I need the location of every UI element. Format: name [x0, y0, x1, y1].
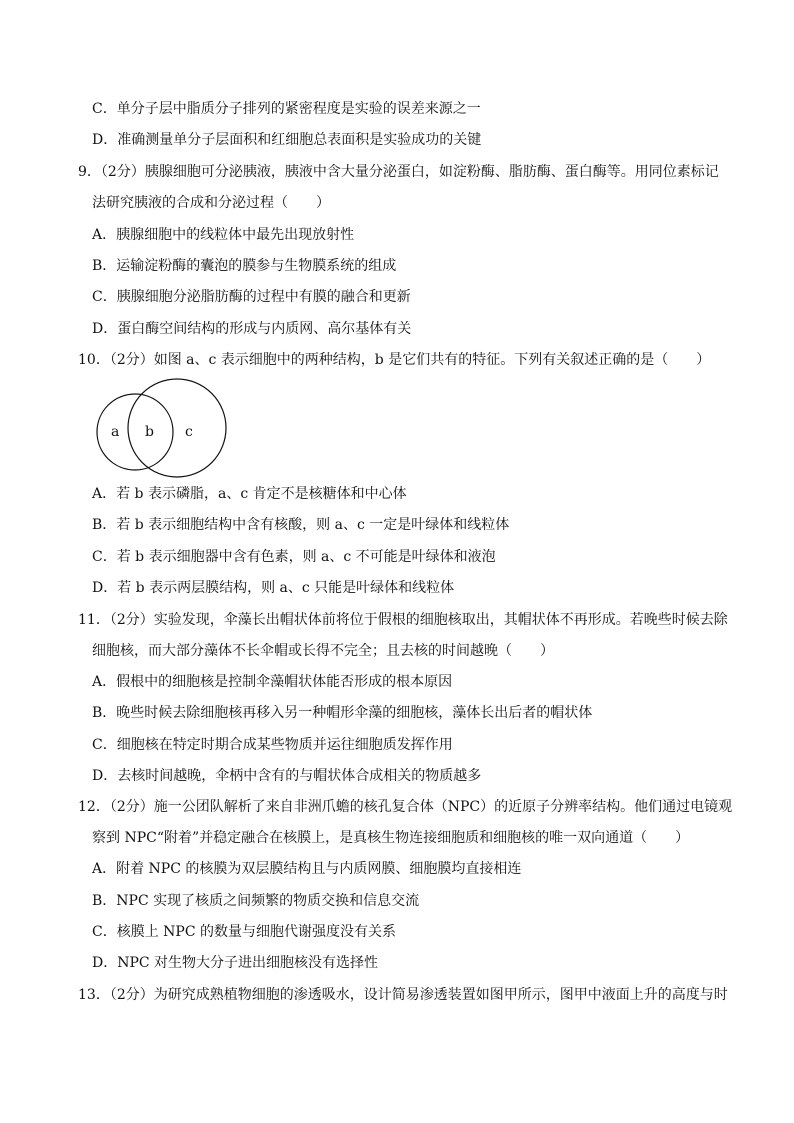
q9-option-a: A．胰腺细胞中的线粒体中最先出现放射性	[92, 227, 355, 243]
q12-stem-continued: 察到 NPC“附着”并稳定融合在核膜上，是真核生物连接细胞质和细胞核的唯一双向通道（ ）	[92, 830, 690, 846]
q12-option-c: C．核膜上 NPC 的数量与细胞代谢强度没有关系	[92, 924, 396, 940]
q10-option-d: D．若 b 表示两层膜结构，则 a、c 只能是叶绿体和线粒体	[92, 580, 455, 596]
q11-option-c: C．细胞核在特定时期合成某些物质并运往细胞质发挥作用	[92, 737, 453, 753]
venn-diagram	[92, 376, 232, 480]
venn-circle-a	[97, 394, 173, 470]
q11-option-d: D．去核时间越晚，伞柄中含有的与帽状体合成相关的物质越多	[92, 768, 482, 784]
q12-option-a: A．附着 NPC 的核膜为双层膜结构且与内质网膜、细胞膜均直接相连	[92, 861, 522, 877]
venn-label-a: a	[111, 424, 120, 440]
q12-option-b: B．NPC 实现了核质之间频繁的物质交换和信息交流	[92, 893, 420, 909]
q12-option-d: D．NPC 对生物大分子进出细胞核没有选择性	[92, 955, 379, 971]
venn-label-c: c	[185, 424, 193, 440]
q9-option-b: B．运输淀粉酶的囊泡的膜参与生物膜系统的组成	[92, 258, 397, 274]
q13-stem: 13．（2分）为研究成熟植物细胞的渗透吸水，设计简易渗透装置如图甲所示，图甲中液面上升的高度与时	[78, 987, 728, 1003]
q9-stem: 9．（2分）胰腺细胞可分泌胰液，胰液中含大量分泌蛋白，如淀粉酶、脂肪酶、蛋白酶等。用同位素标记	[78, 164, 719, 180]
venn-label-b: b	[145, 424, 154, 440]
q9-option-c: C．胰腺细胞分泌脂肪酶的过程中有膜的融合和更新	[92, 289, 411, 305]
q8-option-d: D．准确测量单分子层面积和红细胞总表面积是实验成功的关键	[92, 132, 482, 148]
q11-stem: 11．（2分）实验发现，伞藻长出帽状体前将位于假根的细胞核取出，其帽状体不再形成。若晚些时候去除	[78, 612, 728, 628]
q9-stem-continued: 法研究胰液的合成和分泌过程（ ）	[92, 195, 330, 211]
q11-option-a: A．假根中的细胞核是控制伞藻帽状体能否形成的根本原因	[92, 674, 453, 690]
q10-option-c: C．若 b 表示细胞器中含有色素，则 a、c 不可能是叶绿体和液泡	[92, 549, 496, 565]
q12-stem: 12．（2分）施一公团队解析了来自非洲爪蟾的核孔复合体（NPC）的近原子分辨率结构。他们通过电镜观	[78, 799, 733, 815]
q11-stem-continued: 细胞核，而大部分藻体不长伞帽或长得不完全；且去核的时间越晚（ ）	[92, 643, 554, 659]
q10-stem: 10．（2分）如图 a、c 表示细胞中的两种结构，b 是它们共有的特征。下列有关叙述正确的是（ ）	[78, 352, 711, 368]
venn-circle-c	[128, 379, 226, 477]
q10-option-b: B．若 b 表示细胞结构中含有核酸，则 a、c 一定是叶绿体和线粒体	[92, 517, 510, 533]
q9-option-d: D．蛋白酶空间结构的形成与内质网、高尔基体有关	[92, 321, 412, 337]
q10-option-a: A．若 b 表示磷脂，a、c 肯定不是核糖体和中心体	[92, 486, 407, 502]
q11-option-b: B．晚些时候去除细胞核再移入另一种帽形伞藻的细胞核，藻体长出后者的帽状体	[92, 705, 593, 721]
q8-option-c: C．单分子层中脂质分子排列的紧密程度是实验的误差来源之一	[92, 101, 481, 117]
